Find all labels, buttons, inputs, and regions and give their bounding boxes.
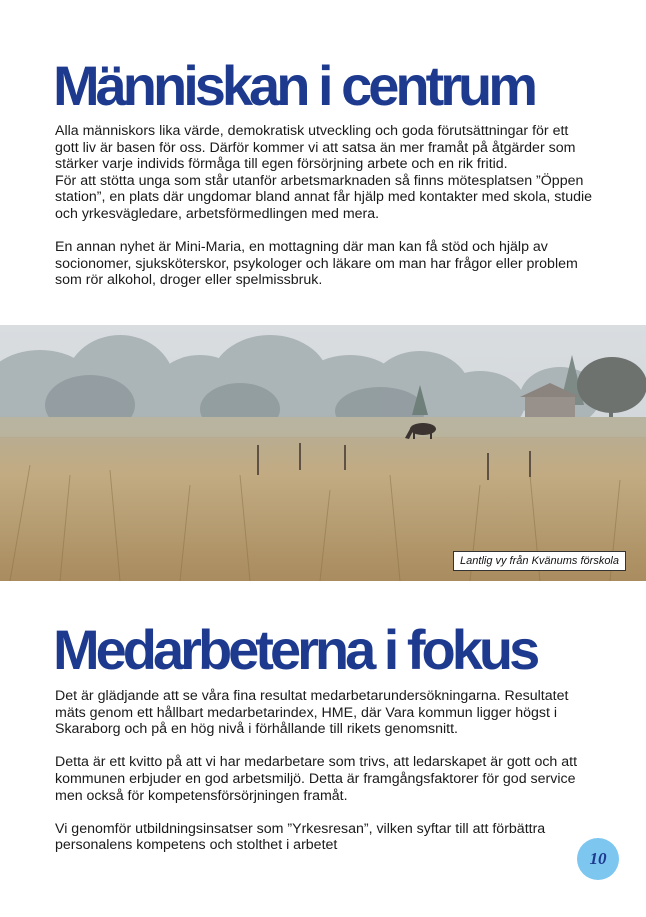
paragraph: Vi genomför utbildningsinsatser som ”Yrkesresan”, vilken syftar till att förbättra personalens kompetens och stolthet i arbetet — [55, 820, 546, 854]
section-heading-medarbeterna: Medarbeterna i fokus — [53, 618, 537, 681]
landscape-photo — [0, 325, 646, 581]
paragraph: Alla människors lika värde, demokratisk utveckling och goda förutsättningar för ett gott liv är basen för oss. Därför kommer vi att satsa än mer framåt på åtgärder som stärker varje individs förmåga till egen försörjning arbete och en rik fritid. — [55, 123, 576, 173]
page-number-badge: 10 — [577, 838, 619, 880]
landscape-illustration — [0, 325, 646, 581]
paragraph: För att stötta unga som står utanför arbetsmarknaden så finns mötesplatsen ”Öppen station”, en plats där ungdomar bland annat får hjälp med kontakter med skola, studie och yrkesvägledare, arbetsförmedlingen med mera. — [55, 172, 593, 222]
paragraph: Detta är ett kvitto på att vi har medarbetare som trivs, att ledarskapet är gott och att kommunen erbjuder en god arbetsmiljö. Detta är framgångsfaktorer för god service men också för kompetensförsörjningen framåt. — [55, 754, 578, 804]
section-body-medarbeterna — [55, 688, 595, 854]
paragraph: Det är glädjande att se våra fina resultat medarbetarundersökningarna. Resultatet mäts genom ett hållbart medarbetarindex, HME, där Vara kommun ligger högst i Skaraborg och på en hög nivå i förhållande till rikets genomsnitt. — [55, 688, 569, 738]
section-body-manniskan — [55, 123, 595, 289]
section-heading-manniskan: Människan i centrum — [53, 54, 535, 117]
paragraph: En annan nyhet är Mini-Maria, en mottagning där man kan få stöd och hjälp av socionomer, sjuksköterskor, psykologer och läkare om man har frågor eller problem som rör alkohol, droger eller spelmissbruk. — [55, 239, 578, 289]
photo-caption: Lantlig vy från Kvänums förskola — [453, 551, 626, 571]
